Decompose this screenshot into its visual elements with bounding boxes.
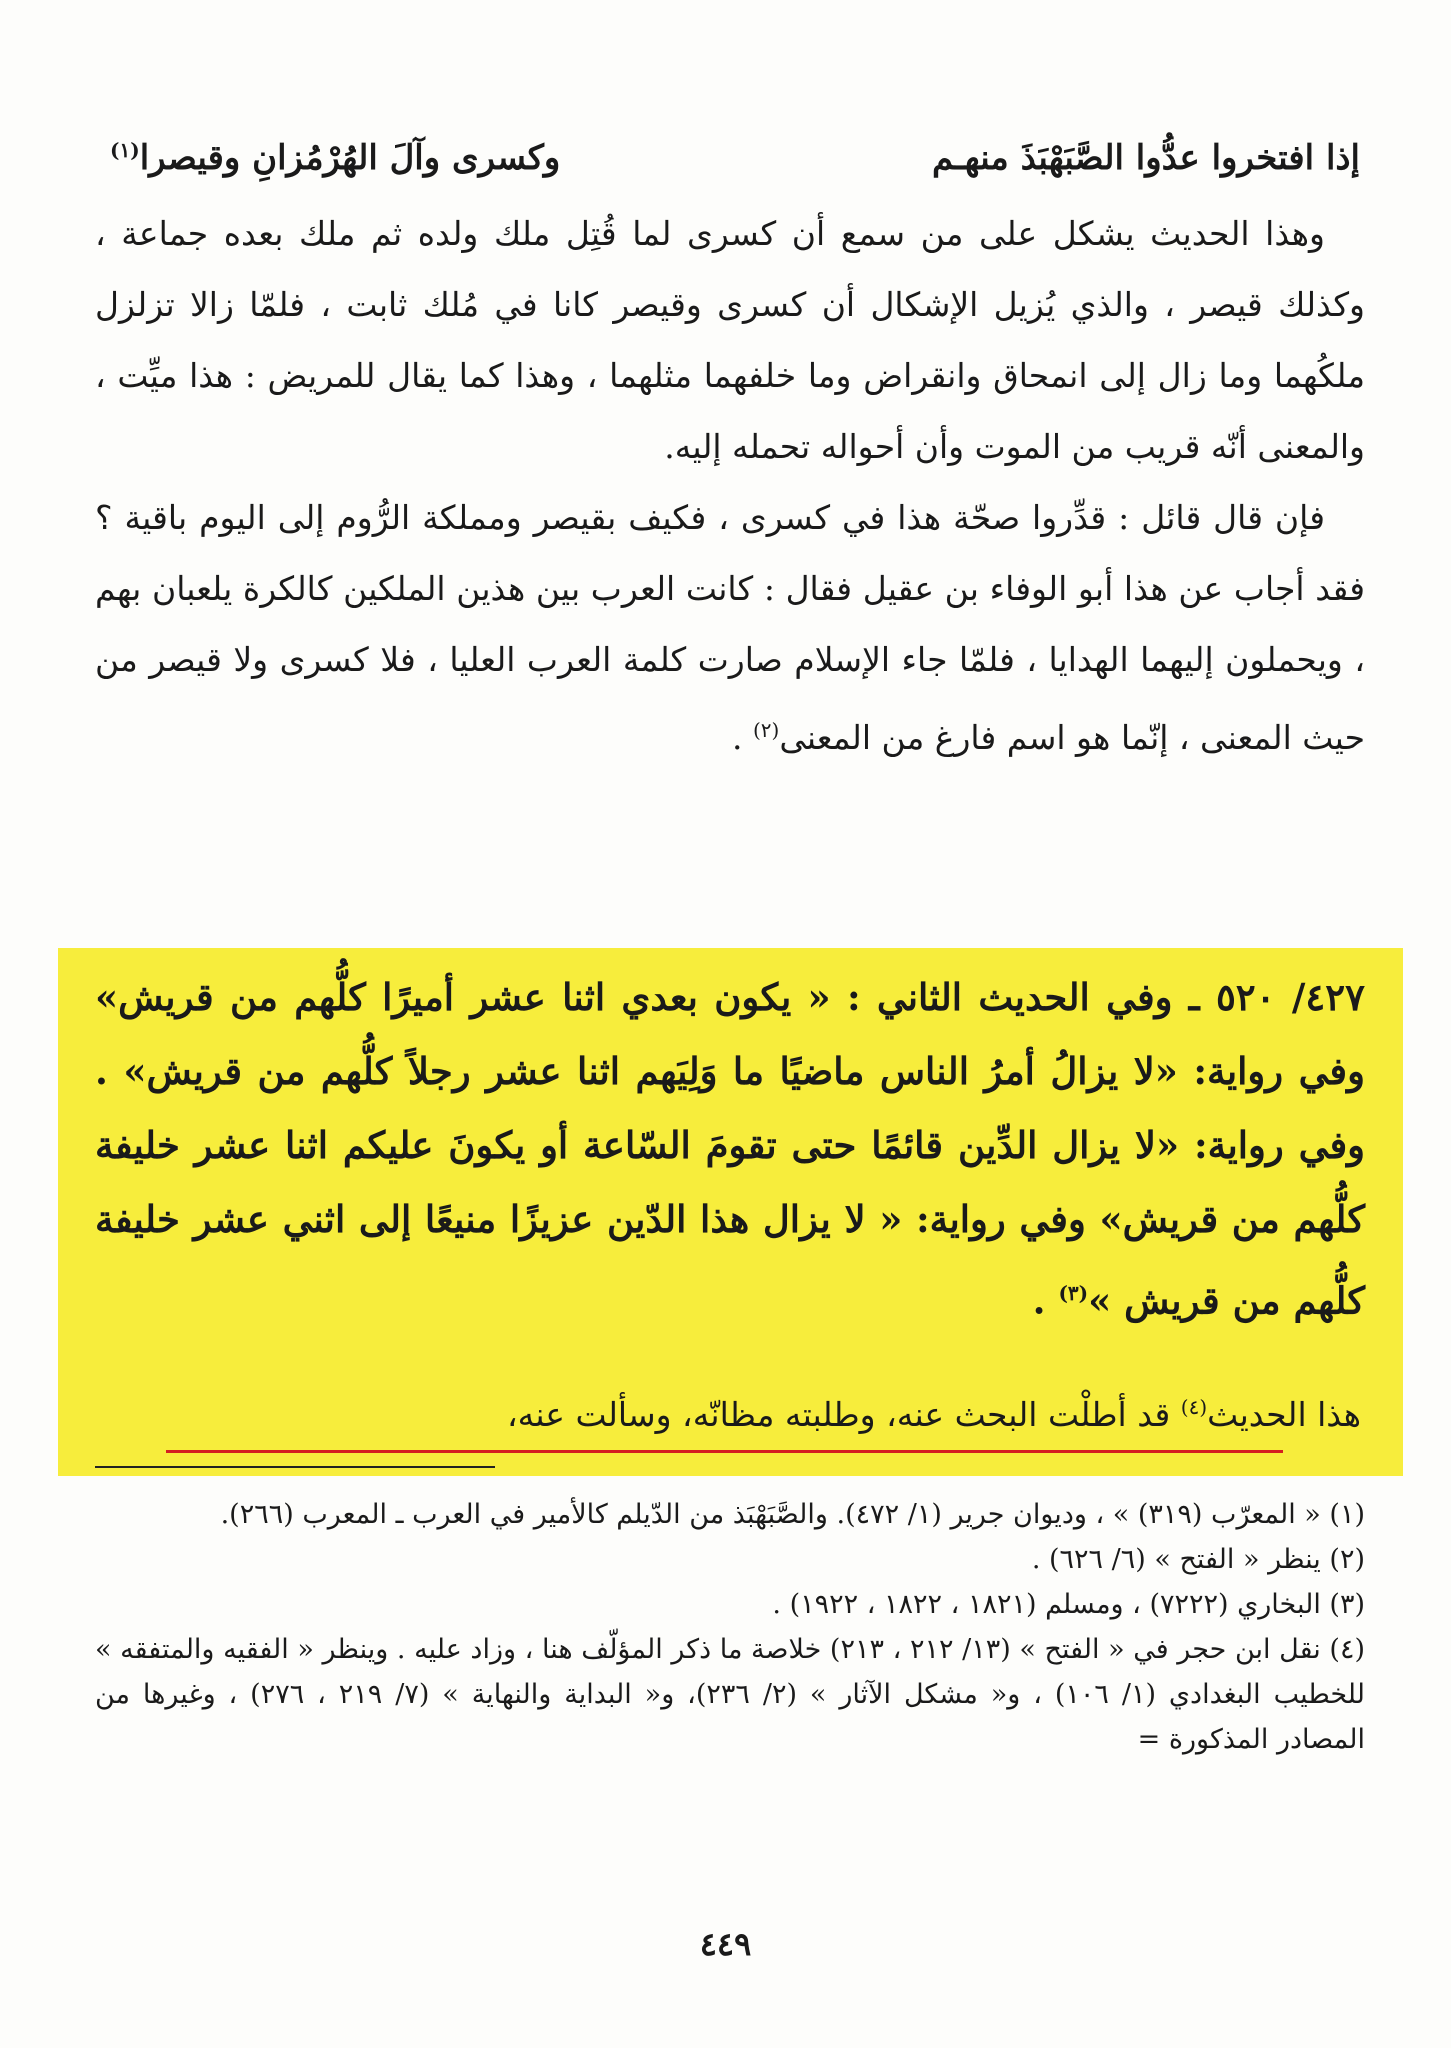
main-text xyxy=(95,198,1365,773)
footnote: (٢) ينظر « الفتح » (٦/ ٦٢٦) . xyxy=(1031,1544,1365,1575)
footnotes xyxy=(95,1492,1365,1762)
hadith-text: ٤٢٧/ ٥٢٠ ـ وفي الحديث الثاني : « يكون بعدي اثنا عشر أميرًا كلُّهم من قريش» وفي رواية: «لا يزالُ أمرُ الناس ماضيًا ما وَلِيَهم اثنا عشر رجلاً كلُّهم من قريش» . وفي رواية: «لا يزال الدِّين قائمًا حتى تقومَ السّاعة أو يكونَ عليكم اثنا عشر خليفة كلُّهم من قريش» وفي رواية: « لا يزال هذا الدّين عزيزًا منيعًا إلى اثني عشر خليفة كلُّهم من قريش »$^{(٣)}$ . xyxy=(95,975,1365,1323)
footnote-ref: (١) xyxy=(110,137,140,162)
poem-verse xyxy=(110,128,1360,188)
footnote-ref: (٤) xyxy=(1180,1395,1208,1419)
verse-left-hemistich: وكسرى وآلَ الهُرْمُزانِ وقيصرا(١) xyxy=(110,137,561,179)
paragraph: وهذا الحديث يشكل على من سمع أن كسرى لما قُتِل ملك ولده ثم ملك بعده جماعة ، وكذلك قيصر ، والذي يُزيل الإشكال أن كسرى وقيصر كانا في مُلك ثابت ، فلمّا زالا تزلزل ملكُهما وما زال إلى انمحاق وانقراض وما خلفهما مثلهما ، وهذا كما يقال للمريض : هذا ميِّت ، والمعنى أنّه قريب من الموت وأن أحواله تحمله إليه. xyxy=(95,214,1365,466)
footnote: (٤) نقل ابن حجر في « الفتح » (١٣/ ٢١٢ ، ٢١٣) خلاصة ما ذكر المؤلّف هنا ، وزاد عليه . وينظر « الفقيه والمتفقه » للخطيب البغدادي (١/ ١٠٦) ، و« مشكل الآثار » (٢/ ٢٣٦)، و« البداية والنهاية » (٧/ ٢١٩ ، ٢٧٦) ، وغيرها من المصادر المذكورة = xyxy=(95,1634,1365,1755)
page-number: ٤٤٩ xyxy=(699,1925,752,1963)
red-underline xyxy=(166,1450,1283,1453)
paragraph: فإن قال قائل : قدِّروا صحّة هذا في كسرى ، فكيف بقيصر ومملكة الرُّوم إلى اليوم باقية ؟ فقد أجاب عن هذا أبو الوفاء بن عقيل فقال : كانت العرب بين هذين الملكين كالكرة يلعبان بهم ، ويحملون إليهما الهدايا ، فلمّا جاء الإسلام صارت كلمة العرب العليا ، فلا كسرى ولا قيصر من حيث المعنى ، إنّما هو اسم فارغ من المعنى$^{(٢)}$ . xyxy=(95,498,1365,757)
hadith-commentary-line: هذا الحديث$^{(٤)}$ قد أطلْت البحث عنه، وطلبته مظانّه، وسألت عنه، xyxy=(506,1395,1361,1434)
footnote-separator xyxy=(95,1466,495,1468)
footnote-ref: (٢) xyxy=(752,718,780,742)
verse-right-hemistich: إذا افتخروا عدُّوا الصَّبَهْبَذَ منهـم xyxy=(932,138,1360,178)
footnote: (٣) البخاري (٧٢٢٢) ، ومسلم (١٨٢١ ، ١٨٢٢ ، ١٩٢٢) . xyxy=(772,1589,1365,1620)
footnote: (١) « المعرّب (٣١٩) » ، وديوان جرير (١/ ٤٧٢). والصَّبَهْبَذ من الدّيلم كالأمير في العرب ـ المعرب (٢٦٦). xyxy=(220,1499,1365,1530)
footnote-ref: (٣) xyxy=(1058,1281,1089,1305)
